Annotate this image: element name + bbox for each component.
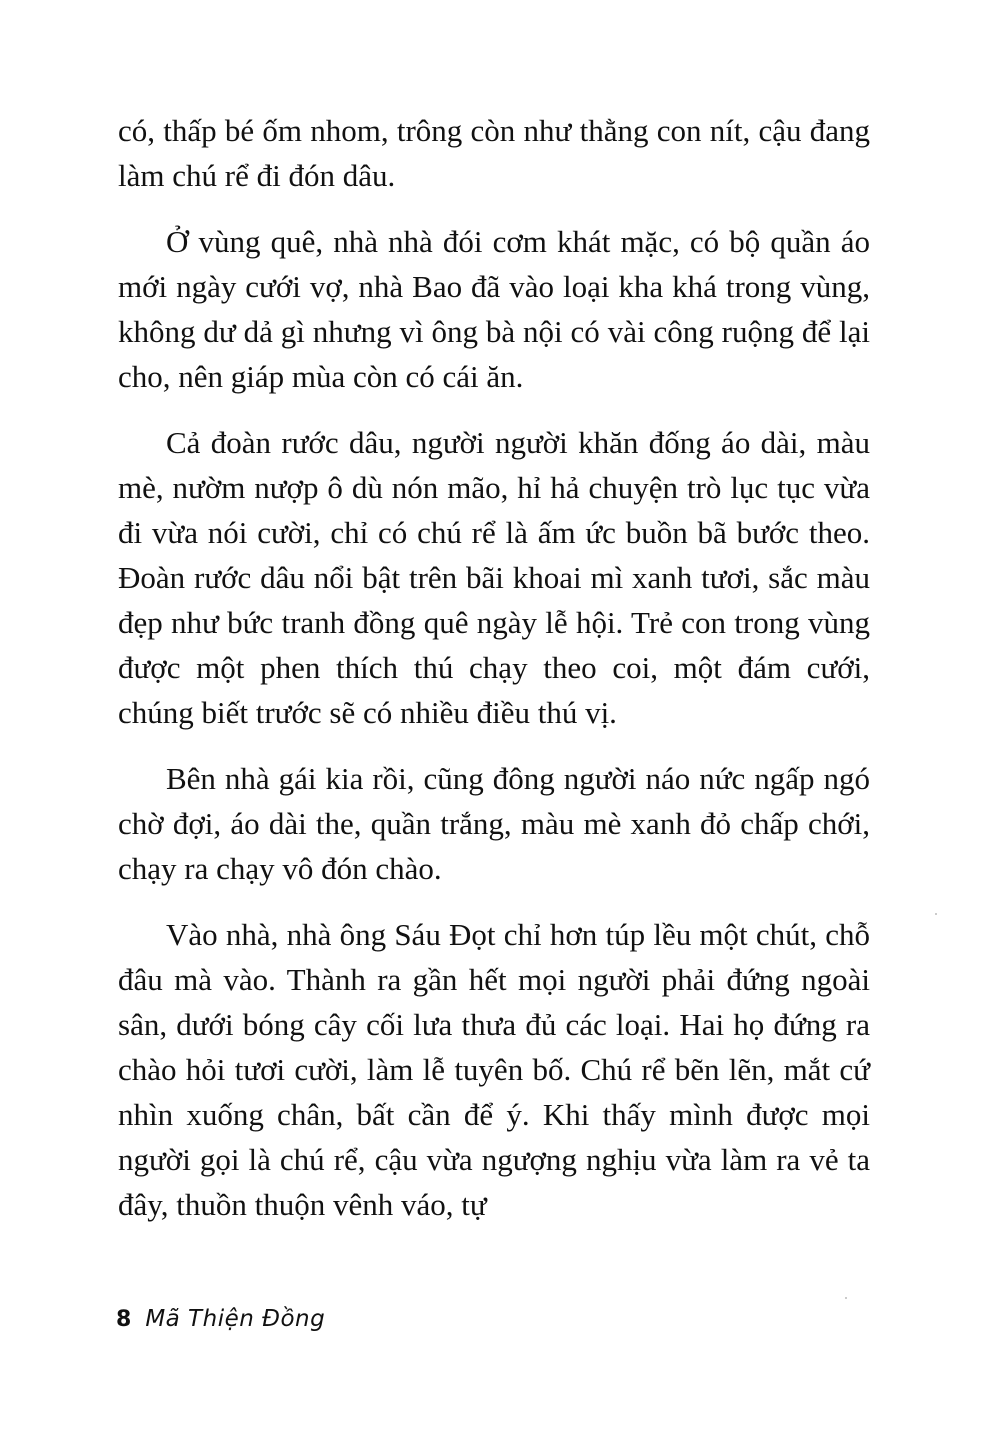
page-body — [118, 108, 870, 1248]
paragraph-3: Cả đoàn rước dâu, người người khăn đống áo dài, màu mè, nườm nượp ô dù nón mão, hỉ hả chuyện trò lục tục vừa đi vừa nói cười, chỉ có chú rể là ấm ức buồn bã bước theo. Đoàn rước dâu nổi bật trên bãi khoai mì xanh tươi, sắc màu đẹp như bức tranh đồng quê ngày lễ hội. Trẻ con trong vùng được một phen thích thú chạy theo coi, một đám cưới, chúng biết trước sẽ có nhiều điều thú vị. — [118, 425, 870, 730]
scan-speck — [845, 1297, 847, 1299]
paragraph-4: Bên nhà gái kia rồi, cũng đông người náo nức ngấp ngó chờ đợi, áo dài the, quần trắng, màu mè xanh đỏ chấp chới, chạy ra chạy vô đón chào. — [118, 761, 870, 886]
author-name: Mã Thiện Đồng — [145, 1306, 326, 1332]
page-number: 8 — [116, 1306, 132, 1332]
paragraph-2: Ở vùng quê, nhà nhà đói cơm khát mặc, có bộ quần áo mới ngày cưới vợ, nhà Bao đã vào loại kha khá trong vùng, không dư dả gì nhưng vì ông bà nội có vài công ruộng để lại cho, nên giáp mùa còn có cái ăn. — [118, 224, 870, 394]
paragraph-1: có, thấp bé ốm nhom, trông còn như thằng con nít, cậu đang làm chú rể đi đón dâu. — [118, 113, 870, 193]
scan-speck — [935, 913, 937, 915]
paragraph-5: Vào nhà, nhà ông Sáu Đọt chỉ hơn túp lều một chút, chỗ đâu mà vào. Thành ra gần hết mọi người phải đứng ngoài sân, dưới bóng cây cối lưa thưa đủ các loại. Hai họ đứng ra chào hỏi tươi cười, làm lễ tuyên bố. Chú rể bẽn lẽn, mắt cứ nhìn xuống chân, bất cần để ý. Khi thấy mình được mọi người gọi là chú rể, cậu vừa ngượng nghịu vừa làm ra vẻ ta đây, thuồn thuộn vênh váo, tự — [118, 917, 870, 1222]
page-footer — [116, 1306, 325, 1332]
